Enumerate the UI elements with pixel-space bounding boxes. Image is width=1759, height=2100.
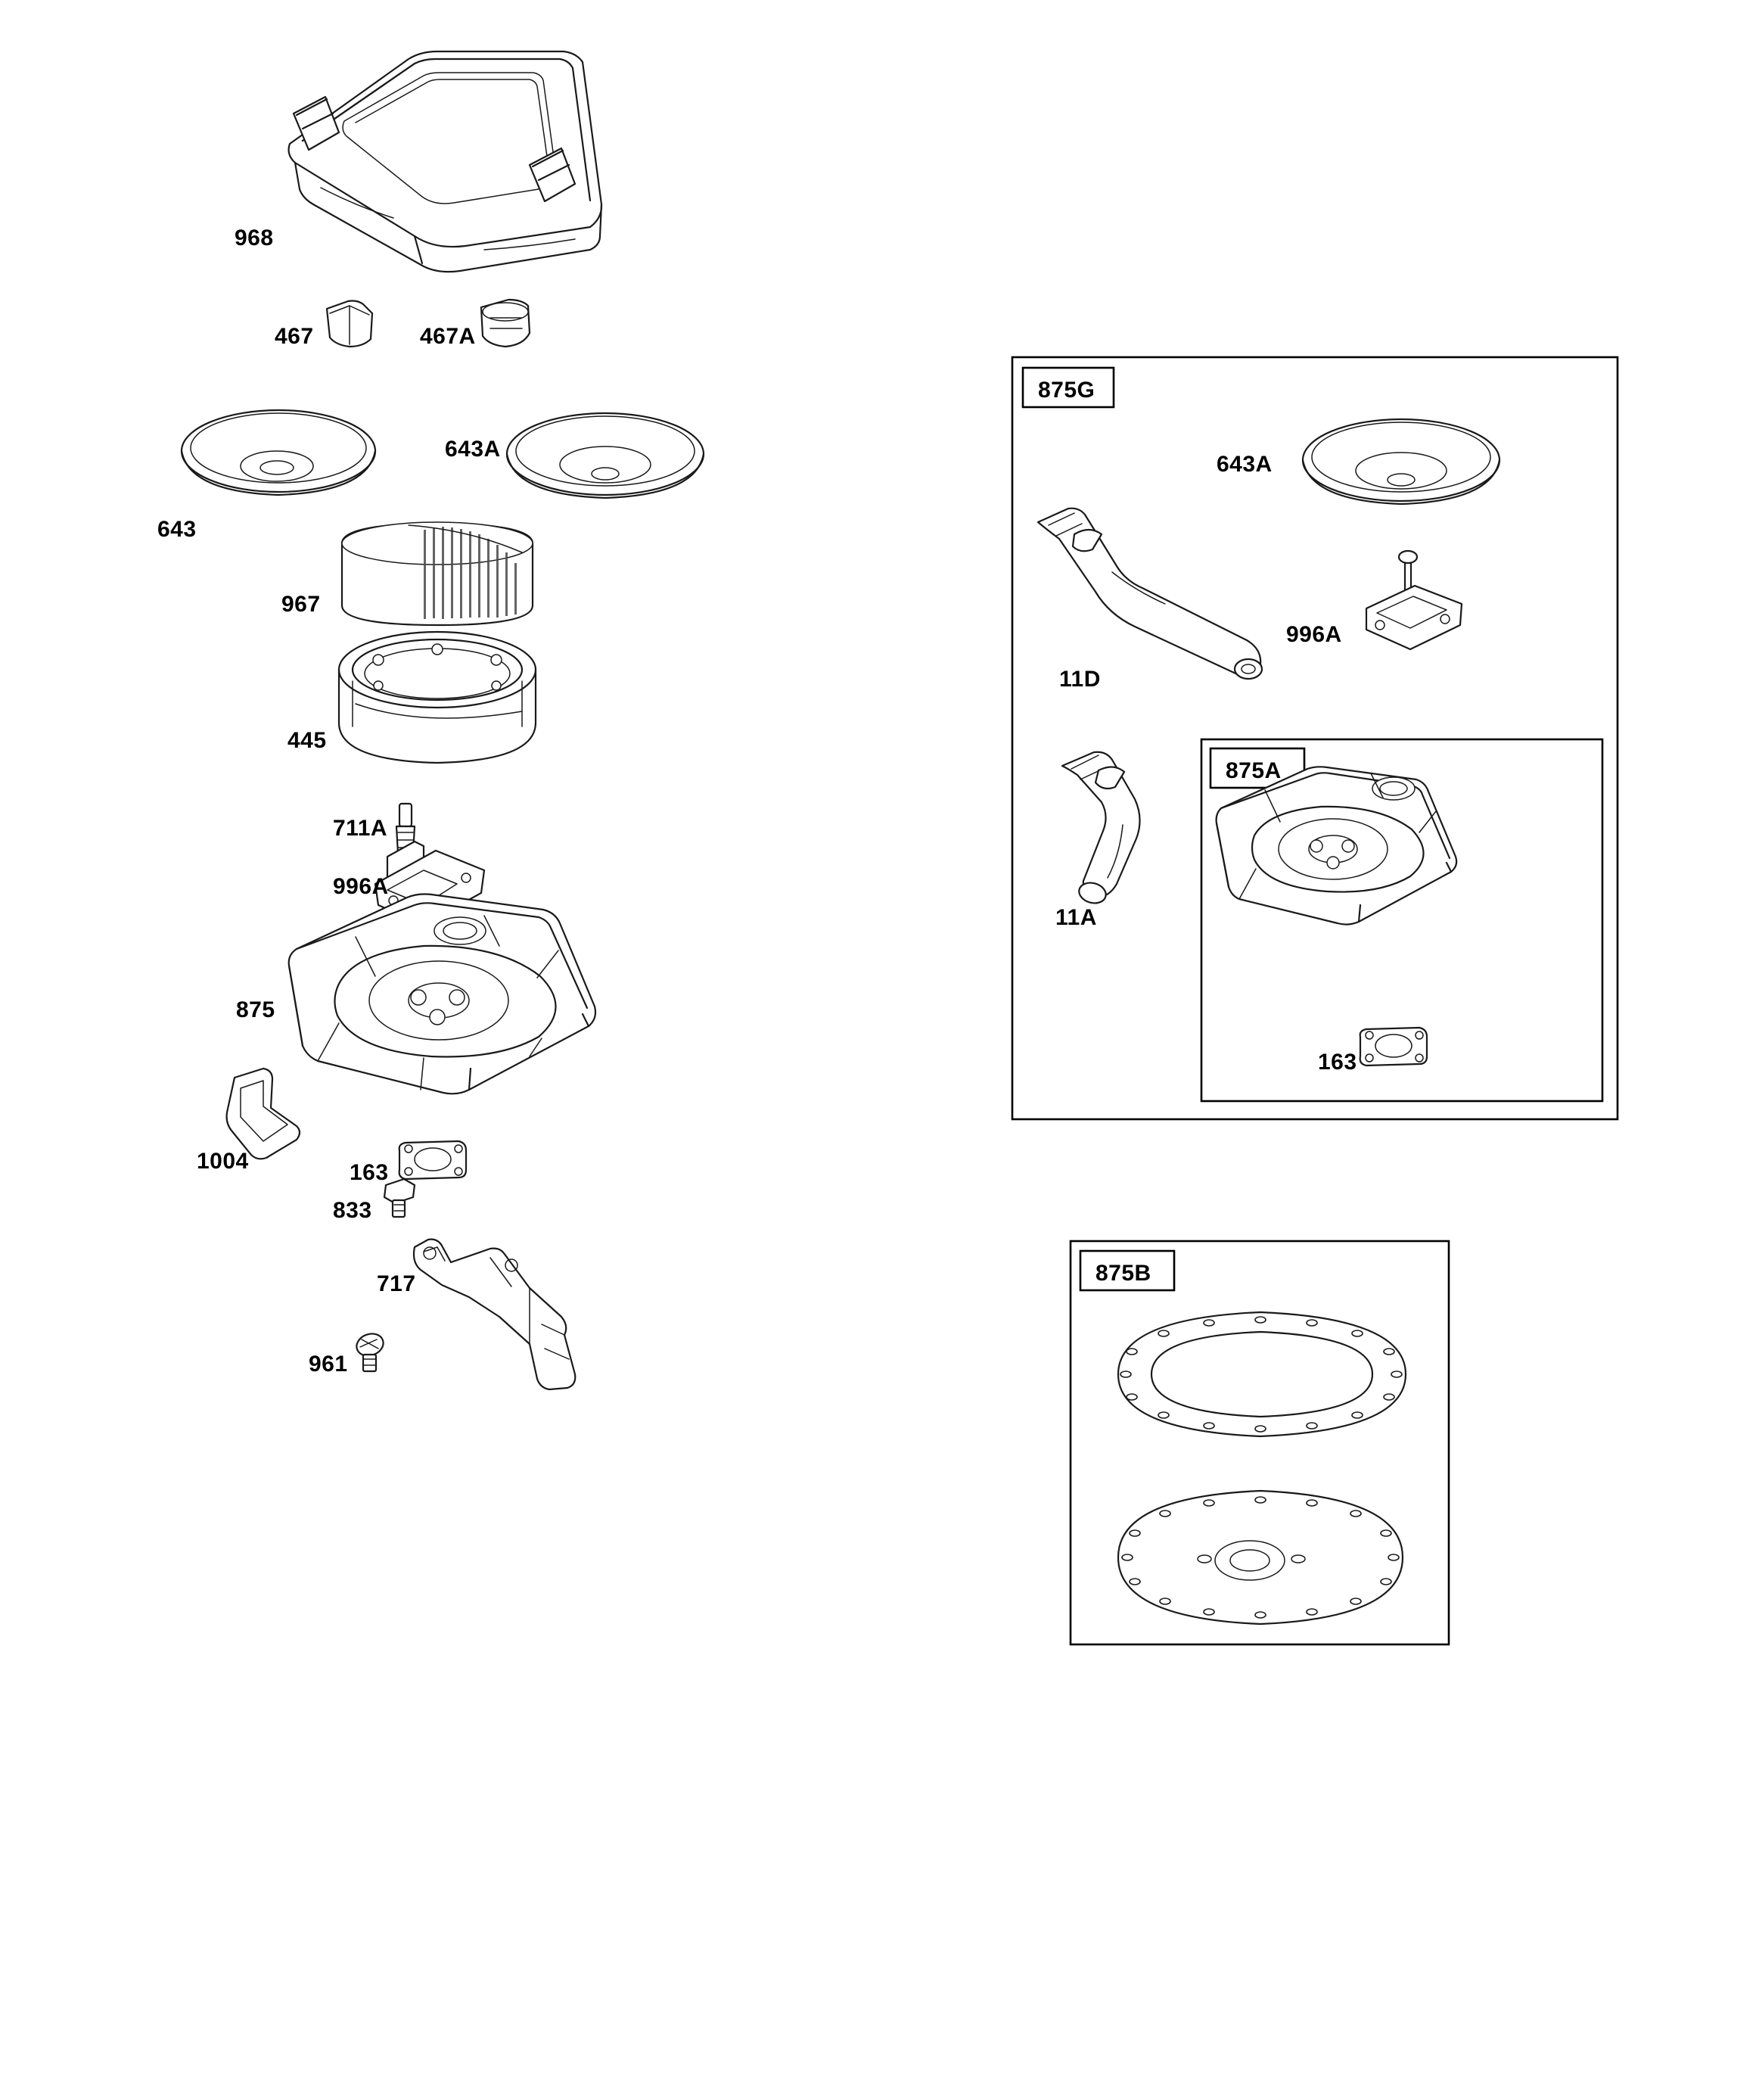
callout-163-panel: 163	[1318, 1050, 1357, 1075]
part-11A-hose	[1062, 752, 1140, 907]
callout-467A: 467A	[420, 324, 476, 349]
callout-11A: 11A	[1055, 905, 1097, 930]
part-1004-bracket	[227, 1069, 300, 1159]
callout-717: 717	[377, 1271, 416, 1296]
callout-711A: 711A	[333, 816, 388, 841]
callout-11D: 11D	[1059, 667, 1101, 692]
callout-163: 163	[350, 1160, 389, 1185]
panel-tag-875G: 875G	[1038, 378, 1095, 403]
part-875-base	[289, 894, 595, 1094]
part-643-seal	[182, 410, 375, 495]
part-163-gasket	[399, 1141, 466, 1179]
part-968-cover	[289, 51, 602, 272]
part-967-filter	[342, 522, 533, 625]
part-961-screw	[353, 1330, 386, 1371]
callout-996A: 996A	[333, 874, 389, 899]
callout-968: 968	[235, 226, 274, 250]
callout-961: 961	[309, 1352, 348, 1377]
panel-tag-875B: 875B	[1095, 1261, 1151, 1286]
callout-875: 875	[236, 997, 275, 1022]
part-467-knob	[327, 301, 372, 347]
part-996A-breather-panel	[1366, 551, 1462, 649]
panel-tag-875A: 875A	[1226, 758, 1282, 783]
part-163-gasket-panel	[1360, 1028, 1427, 1066]
callout-445: 445	[287, 728, 327, 753]
callout-643: 643	[157, 517, 197, 542]
callout-996A-panel: 996A	[1286, 622, 1342, 647]
callout-1004: 1004	[197, 1149, 249, 1174]
part-643A-cup	[507, 413, 704, 498]
callout-643A: 643A	[445, 437, 501, 462]
part-467A-clip	[481, 300, 530, 347]
part-643A-cup-panel	[1303, 419, 1500, 504]
callout-833: 833	[333, 1198, 372, 1223]
part-875A-base	[1217, 767, 1457, 924]
part-445-ring	[339, 632, 536, 763]
part-875B-gasket-ring	[1118, 1312, 1406, 1436]
callout-643A-panel: 643A	[1217, 452, 1273, 477]
part-833-bolt	[384, 1179, 415, 1217]
part-875B-plate	[1118, 1491, 1403, 1624]
part-11D-hose	[1038, 509, 1262, 679]
callout-467: 467	[275, 324, 314, 349]
part-717-bracket	[414, 1240, 575, 1389]
callout-967: 967	[281, 592, 321, 617]
